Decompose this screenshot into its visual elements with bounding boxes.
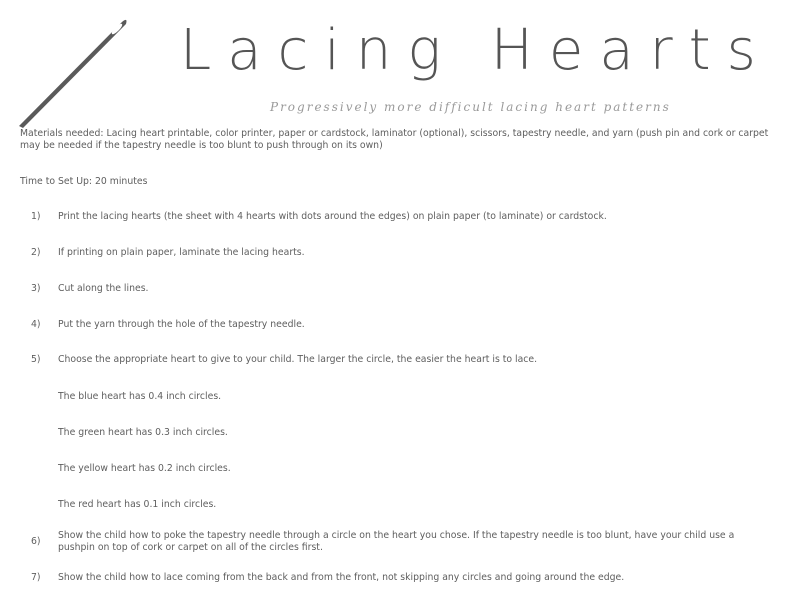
step-number: 3) [31, 283, 41, 294]
step-number: 7) [31, 572, 41, 583]
page-subtitle: Progressively more difficult lacing heart patterns [270, 100, 671, 114]
step-text: Cut along the lines. [58, 283, 149, 294]
page-title: Lacing Hearts [180, 18, 772, 83]
step-text: Print the lacing hearts (the sheet with 4 hearts with dots around the edges) on plain paper (to laminate) or cardstock. [58, 211, 607, 222]
setup-time: Time to Set Up: 20 minutes [20, 176, 148, 187]
step-text: Choose the appropriate heart to give to your child. The larger the circle, the easier the heart is to lace. [58, 354, 538, 365]
materials-text: Materials needed: Lacing heart printable, color printer, paper or cardstock, laminator (optional), scissors, tapestry needle, and yarn (push pin and cork or carpet may be needed if the tapestry needle is too blunt to push through on its own) [20, 128, 769, 151]
step-number: 2) [31, 247, 41, 258]
step-number: 1) [31, 211, 41, 222]
heart-size-note: The yellow heart has 0.2 inch circles. [58, 463, 231, 474]
step-text: Put the yarn through the hole of the tapestry needle. [58, 319, 305, 330]
step-text: Show the child how to lace coming from the back and from the front, not skipping any circles and going around the edge. [58, 572, 625, 583]
heart-size-note: The green heart has 0.3 inch circles. [58, 427, 228, 438]
step-number: 6) [31, 536, 41, 547]
step-number: 4) [31, 319, 41, 330]
step-number: 5) [31, 354, 41, 365]
heart-size-note: The red heart has 0.1 inch circles. [58, 499, 217, 510]
heart-size-note: The blue heart has 0.4 inch circles. [58, 391, 222, 402]
tapestry-needle-icon [14, 14, 132, 130]
step-text: If printing on plain paper, laminate the lacing hearts. [58, 247, 305, 258]
step-text: Show the child how to poke the tapestry needle through a circle on the heart you chose. If the tapestry needle is too blunt, have your child use a pushpin on top of cork or carpet on all of the circles first. [58, 530, 735, 553]
